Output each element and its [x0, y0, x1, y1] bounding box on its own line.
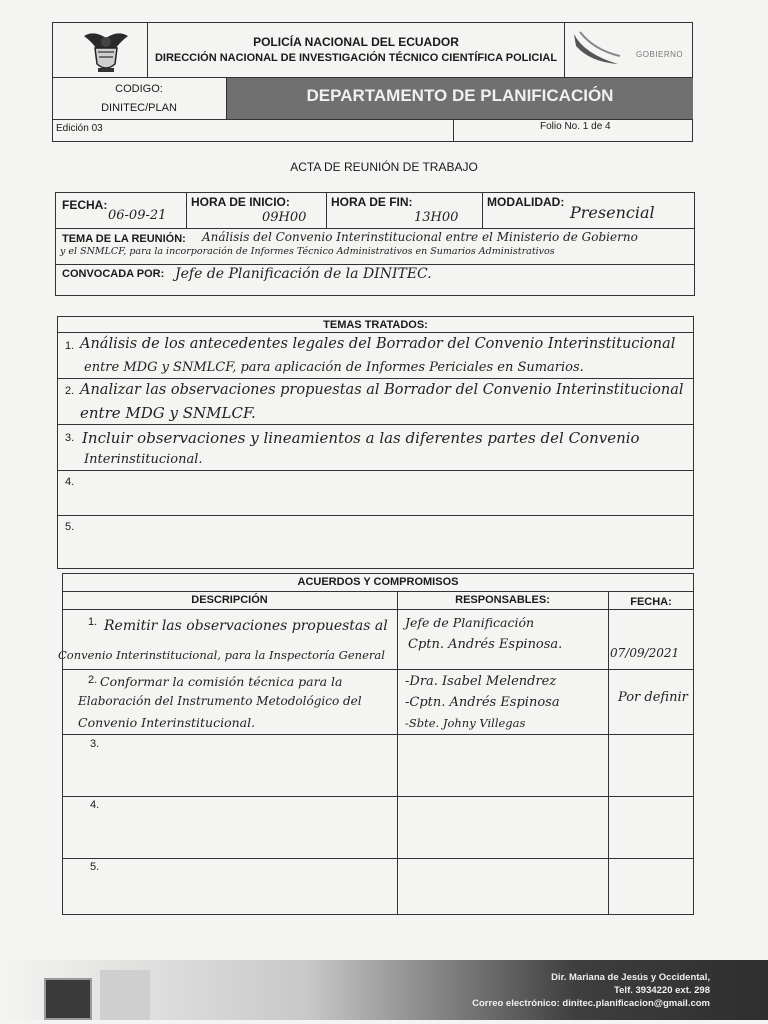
mode-value: Presencial	[570, 203, 655, 222]
meeting-topic-line-2: y el SNMLCF, para la incorporación de Informes Técnico Administrativos en Sumarios Administrativos	[60, 246, 555, 257]
topic-text-line: Interinstitucional.	[84, 452, 203, 467]
meeting-info-divider	[55, 228, 695, 229]
agreement-responsible-line: -Cptn. Andrés Espinosa	[405, 695, 560, 710]
footer-square-decoration	[44, 978, 92, 1020]
meeting-info-divider	[326, 192, 327, 228]
meeting-topic-label: TEMA DE LA REUNIÓN:	[62, 233, 186, 245]
header-divider	[453, 119, 454, 141]
agreement-responsible-line: -Dra. Isabel Melendrez	[405, 674, 557, 689]
agreement-description-line: Convenio Interinstitucional, para la Inspectoría General	[58, 648, 385, 662]
footer-email[interactable]: dinitec.planificacion@gmail.com	[562, 998, 710, 1009]
code-label: CODIGO:	[115, 83, 163, 95]
header-divider	[564, 22, 565, 77]
start-time-label: HORA DE INICIO:	[191, 195, 290, 209]
police-emblem-logo	[82, 28, 130, 74]
topic-number: 3.	[65, 432, 75, 444]
agreements-divider	[62, 858, 694, 859]
agreement-responsible-line: -Sbte. Johny Villegas	[405, 716, 526, 730]
agreement-description-line: Conformar la comisión técnica para la	[100, 674, 343, 689]
footer-address: Dir. Mariana de Jesús y Occidental,	[551, 972, 710, 983]
meeting-info-divider	[186, 192, 187, 228]
start-time-value: 09H00	[262, 210, 307, 225]
agreement-date: Por definir	[618, 690, 688, 705]
agreements-divider	[62, 609, 694, 610]
folio-label: Folio No. 1 de 4	[540, 121, 611, 132]
convened-by-value: Jefe de Planificación de la DINITEC.	[175, 266, 432, 282]
mode-label: MODALIDAD:	[487, 195, 565, 209]
code-value: DINITEC/PLAN	[101, 102, 177, 114]
agreements-divider	[62, 669, 694, 670]
meeting-info-divider	[482, 192, 483, 228]
end-time-value: 13H00	[414, 210, 459, 225]
government-logo-text: GOBIERNO	[636, 50, 684, 59]
document-title: ACTA DE REUNIÓN DE TRABAJO	[290, 160, 478, 174]
topic-number: 1.	[65, 340, 75, 352]
agreement-number: 5.	[90, 861, 100, 873]
topics-divider	[57, 424, 694, 425]
date-value: 06-09-21	[108, 208, 167, 223]
agreement-date: 07/09/2021	[610, 646, 680, 660]
agreements-divider	[62, 796, 694, 797]
agreement-number: 4.	[90, 799, 100, 811]
meeting-info-divider	[55, 264, 695, 265]
topic-text-line: Análisis de los antecedentes legales del Borrador del Convenio Interinstitucional	[80, 336, 676, 352]
column-responsibles: RESPONSABLES:	[455, 594, 550, 606]
footer-email-line	[472, 998, 710, 1009]
institution-name: POLICÍA NACIONAL DEL ECUADOR	[253, 35, 459, 49]
agreements-divider	[62, 591, 694, 592]
department-title: DEPARTAMENTO DE PLANIFICACIÓN	[306, 86, 614, 105]
topic-text-line: entre MDG y SNMLCF.	[80, 404, 256, 422]
topics-divider	[57, 332, 694, 333]
agreements-header: ACUERDOS Y COMPROMISOS	[297, 576, 459, 588]
topics-divider	[57, 470, 694, 471]
column-description: DESCRIPCIÓN	[191, 594, 268, 606]
agreement-responsible-line: Jefe de Planificación	[405, 615, 535, 630]
agreement-number: 1.	[88, 616, 98, 628]
agreement-description-line: Remitir las observaciones propuestas al	[104, 618, 388, 634]
agreement-number: 2.	[88, 674, 98, 686]
date-label: FECHA:	[62, 198, 108, 212]
edition-label: Edición 03	[56, 123, 103, 134]
topic-text-line: Incluir observaciones y lineamientos a las diferentes partes del Convenio	[82, 429, 640, 447]
agreement-responsible-line: Cptn. Andrés Espinosa.	[408, 637, 563, 652]
header-divider	[52, 119, 693, 120]
agreements-divider	[608, 591, 609, 915]
agreement-description-line: Elaboración del Instrumento Metodológico del	[78, 694, 362, 708]
agreement-description-line: Convenio Interinstitucional.	[78, 715, 256, 730]
topic-text-line: entre MDG y SNMLCF, para aplicación de Informes Periciales en Sumarios.	[84, 360, 584, 375]
topics-header: TEMAS TRATADOS:	[323, 319, 428, 331]
agreement-number: 3.	[90, 738, 100, 750]
topics-divider	[57, 515, 694, 516]
meeting-topic-line-1: Análisis del Convenio Interinstitucional entre el Ministerio de Gobierno	[202, 230, 638, 244]
end-time-label: HORA DE FIN:	[331, 195, 413, 209]
convened-by-label: CONVOCADA POR:	[62, 268, 165, 280]
footer-phone: Telf. 3934220 ext. 298	[614, 985, 710, 996]
topic-number: 2.	[65, 385, 75, 397]
topics-divider	[57, 378, 694, 379]
directorate-name: DIRECCIÓN NACIONAL DE INVESTIGACIÓN TÉCNICO CIENTÍFICA POLICIAL	[154, 52, 558, 64]
topic-number: 4.	[65, 476, 75, 488]
footer-square-decoration	[100, 970, 150, 1020]
topic-number: 5.	[65, 521, 75, 533]
footer-email-label: Correo electrónico:	[472, 998, 560, 1009]
header-divider	[147, 22, 148, 77]
column-date: FECHA:	[630, 596, 672, 608]
agreements-divider	[62, 734, 694, 735]
topic-text-line: Analizar las observaciones propuestas al Borrador del Convenio Interinstitucional	[80, 382, 684, 398]
agreements-divider	[397, 591, 398, 915]
